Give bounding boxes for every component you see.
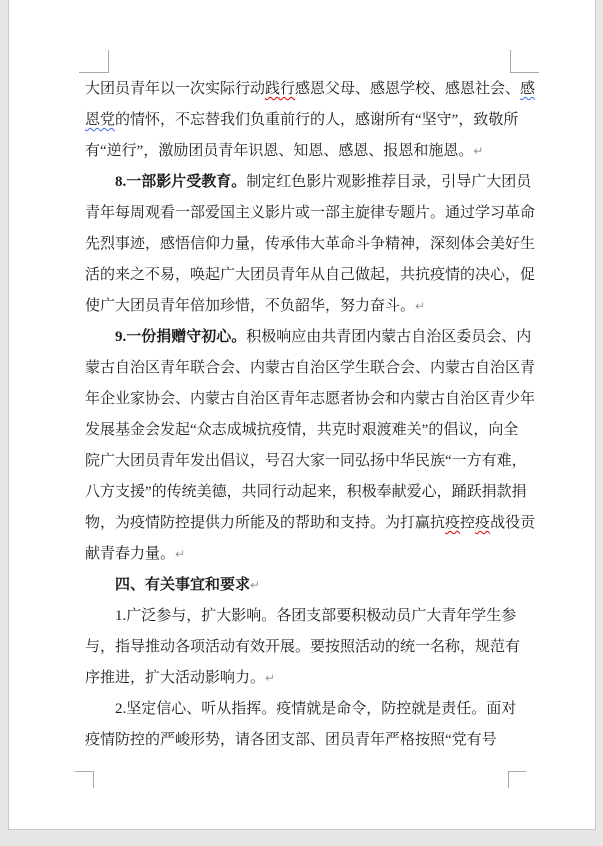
text-run: 年企业家协会、内蒙古自治区青年志愿者协会和内蒙古自治区青少年 [85, 391, 536, 407]
text-run: 战役贡 [490, 515, 536, 531]
text-run: 蒙古自治区青年联合会、内蒙古自治区学生联合会、内蒙古自治区青 [85, 360, 536, 376]
text-line [85, 353, 541, 384]
text-run [85, 577, 115, 593]
paragraph-mark: ↵ [473, 144, 484, 158]
text-run: 与，指导推动各项活动有效开展。要按照活动的统一名称，规范有 [85, 639, 521, 655]
text-run: 9.一份捐赠守初心。 [115, 329, 247, 345]
text-run: 八方支援”的传统美德，共同行动起来，积极奉献爱心，踊跃捐款捐 [85, 484, 527, 500]
text-line [85, 539, 541, 570]
text-run: 使广大团员青年倍加珍惜，不负韶华，努力奋斗。 [85, 298, 416, 314]
text-run: 1.广泛参与，扩大影响。各团支部要积极动员广大青年学生参 [85, 608, 517, 624]
text-line [85, 446, 541, 477]
text-line [85, 260, 541, 291]
document-text-body[interactable] [85, 74, 541, 756]
text-line [85, 663, 541, 694]
text-line [85, 74, 541, 105]
text-run: 2.坚定信心、听从指挥。疫情就是命令，防控就是责任。面对 [85, 701, 517, 717]
text-run: 的情怀，不忘替我们负重前行的人，感谢所有“坚守”，致敬所 [115, 112, 519, 128]
text-line [85, 291, 541, 322]
paragraph-mark: ↵ [250, 578, 261, 592]
text-run: 先烈事迹，感悟信仰力量，传承伟大革命斗争精神，深刻体会美好生 [85, 236, 536, 252]
text-boundary-mark-top-left [79, 50, 109, 73]
text-line [85, 322, 541, 353]
text-boundary-mark-bottom-left [75, 771, 94, 788]
word-page [8, 0, 596, 830]
text-line [85, 384, 541, 415]
text-run: 物，为疫情防控提供力所能及的帮助和支持。为打赢抗 [85, 515, 446, 531]
text-run: 发展基金会发起“众志成城抗疫情，共克时艰渡难关”的倡议，向全 [85, 422, 519, 438]
text-line [85, 694, 541, 725]
text-boundary-mark-bottom-right [508, 771, 526, 788]
text-line [85, 229, 541, 260]
text-boundary-mark-top-right [510, 50, 539, 73]
text-run: 疫情防控的严峻形势，请各团支部、团员青年严格按照“党有号 [85, 732, 497, 748]
text-line [85, 136, 541, 167]
text-run: 践行 [265, 81, 296, 97]
text-run: 恩党 [85, 112, 116, 128]
text-run: 四、有关事宜和要求 [115, 577, 251, 593]
paragraph-mark: ↵ [175, 547, 186, 561]
text-run: 献青春力量。 [85, 546, 176, 562]
text-run: 院广大团员青年发出倡议，号召大家一同弘扬中华民族“一方有难， [85, 453, 527, 469]
text-line [85, 198, 541, 229]
text-line [85, 601, 541, 632]
text-run: 疫 [475, 515, 491, 531]
text-run: 序推进，扩大活动影响力。 [85, 670, 266, 686]
text-run: 青年每周观看一部爱国主义影片或一部主旋律专题片。通过学习革命 [85, 205, 536, 221]
text-run: 活的来之不易，唤起广大团员青年从自己做起，共抗疫情的决心，促 [85, 267, 536, 283]
text-line [85, 725, 541, 756]
text-run: 8.一部影片受教育。 [115, 174, 247, 190]
text-run: 控 [460, 515, 476, 531]
text-line [85, 508, 541, 539]
text-run [85, 329, 115, 345]
text-line [85, 415, 541, 446]
text-run: 疫 [445, 515, 461, 531]
text-line [85, 167, 541, 198]
text-line [85, 477, 541, 508]
text-run: 制定红色影片观影推荐目录，引导广大团员 [246, 174, 532, 190]
text-line [85, 632, 541, 663]
paragraph-mark: ↵ [415, 299, 426, 313]
text-line [85, 570, 541, 601]
text-run: 积极响应由共青团内蒙古自治区委员会、内 [246, 329, 532, 345]
paragraph-mark: ↵ [265, 671, 276, 685]
text-run: 感 [520, 81, 536, 97]
text-run: 大团员青年以一次实际行动 [85, 81, 266, 97]
text-run: 感恩父母、感恩学校、感恩社会、 [295, 81, 521, 97]
text-line [85, 105, 541, 136]
text-run [85, 174, 115, 190]
text-run: 有“逆行”，激励团员青年识恩、知恩、感恩、报恩和施恩。 [85, 143, 474, 159]
